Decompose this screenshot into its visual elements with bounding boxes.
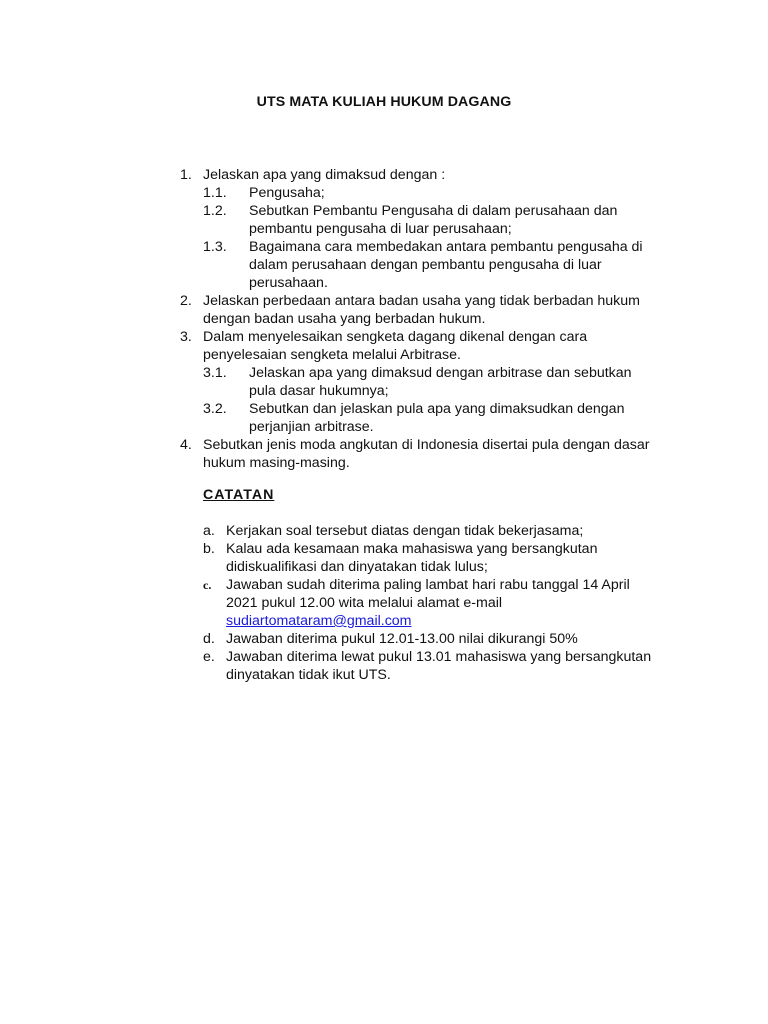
subquestion-line: pula dasar hukumnya;	[249, 383, 389, 399]
question-line: Sebutkan jenis moda angkutan di Indonesia disertai pula dengan dasar	[203, 437, 650, 453]
note-line: 2021 pukul 12.00 wita melalui alamat e-mail	[226, 595, 503, 611]
notes-section	[203, 486, 703, 684]
subquestion-3-2	[203, 400, 700, 436]
subquestion-1-1	[203, 184, 700, 202]
subquestion-line: Sebutkan Pembantu Pengusaha di dalam perusahaan dan	[249, 203, 618, 219]
note-c	[203, 576, 703, 630]
subquestion-line: perusahaan.	[249, 275, 328, 291]
note-letter: b.	[203, 541, 215, 557]
subquestion-number: 1.3.	[203, 239, 227, 255]
question-line: hukum masing-masing.	[203, 455, 350, 471]
question-number: 1.	[180, 167, 192, 183]
note-line: Kerjakan soal tersebut diatas dengan tidak bekerjasama;	[226, 523, 584, 539]
note-d	[203, 630, 703, 648]
question-line: Dalam menyelesaikan sengketa dagang dikenal dengan cara	[203, 329, 588, 345]
question-list	[180, 166, 700, 472]
note-letter: e.	[203, 649, 215, 665]
subquestion-line: perjanjian arbitrase.	[249, 419, 374, 435]
subquestion-line: dalam perusahaan dengan pembantu pengusaha di luar	[249, 257, 602, 273]
note-letter: d.	[203, 631, 215, 647]
question-1	[180, 166, 700, 292]
subquestion-line: Pengusaha;	[249, 185, 325, 201]
note-line: dinyatakan tidak ikut UTS.	[226, 667, 391, 683]
note-line: didiskualifikasi dan dinyatakan tidak lulus;	[226, 559, 488, 575]
notes-title: CATATAN	[203, 487, 275, 503]
question-4	[180, 436, 700, 472]
question-3	[180, 328, 700, 436]
document-title: UTS MATA KULIAH HUKUM DAGANG	[256, 94, 512, 110]
note-line: Kalau ada kesamaan maka mahasiswa yang bersangkutan	[226, 541, 598, 557]
subquestion-line: Jelaskan apa yang dimaksud dengan arbitrase dan sebutkan	[249, 365, 632, 381]
subquestion-line: Bagaimana cara membedakan antara pembantu pengusaha di	[249, 239, 643, 255]
question-line: penyelesaian sengketa melalui Arbitrase.	[203, 347, 461, 363]
subquestion-number: 3.2.	[203, 401, 227, 417]
question-2	[180, 292, 700, 328]
question-number: 4.	[180, 437, 192, 453]
note-line: Jawaban sudah diterima paling lambat hari rabu tanggal 14 April	[226, 577, 630, 593]
note-a	[203, 522, 703, 540]
subquestion-line: Sebutkan dan jelaskan pula apa yang dimaksudkan dengan	[249, 401, 625, 417]
subquestion-number: 3.1.	[203, 365, 227, 381]
note-line: Jawaban diterima pukul 12.01-13.00 nilai dikurangi 50%	[226, 631, 578, 647]
question-number: 3.	[180, 329, 192, 345]
subquestion-number: 1.2.	[203, 203, 227, 219]
subquestion-1-3	[203, 238, 700, 292]
subquestion-line: pembantu pengusaha di luar perusahaan;	[249, 221, 512, 237]
note-b	[203, 540, 703, 576]
note-line: Jawaban diterima lewat pukul 13.01 mahasiswa yang bersangkutan	[226, 649, 652, 665]
note-letter: a.	[203, 523, 215, 539]
question-number: 2.	[180, 293, 192, 309]
question-text: Jelaskan apa yang dimaksud dengan :	[203, 167, 446, 183]
subquestion-3-1	[203, 364, 700, 400]
subquestion-1-2	[203, 202, 700, 238]
note-letter: c.	[203, 578, 212, 592]
question-line: dengan badan usaha yang berbadan hukum.	[203, 311, 486, 327]
question-line: Jelaskan perbedaan antara badan usaha yang tidak berbadan hukum	[203, 293, 640, 309]
subquestion-number: 1.1.	[203, 185, 227, 201]
email-link[interactable]: sudiartomataram@gmail.com	[226, 613, 412, 629]
note-e	[203, 648, 703, 684]
